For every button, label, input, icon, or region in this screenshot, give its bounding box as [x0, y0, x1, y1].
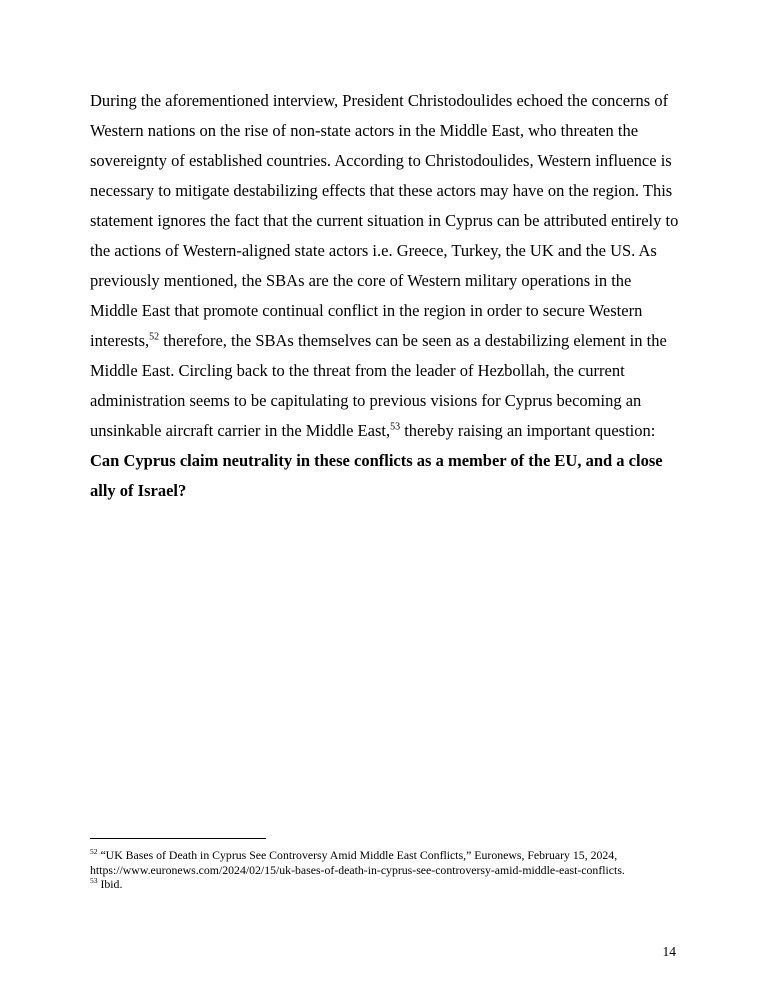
footnote-52: $^{52}$ “UK Bases of Death in Cyprus See Controversy Amid Middle East Conflicts,” Euronews, February 15, 2024, https://www.euronews.com/2024/02/15/uk-bases-of-death-in-cyprus-see-controversy-amid-middle-east-conflicts. [90, 847, 625, 877]
body-paragraph: During the aforementioned interview, President Christodoulides echoed the concerns of Western nations on the rise of non-state actors in the Middle East, who threaten the sovereignty of established countries. According to Christodoulides, Western influence is necessary to mitigate destabilizing effects that these actors may have on the region. This statement ignores the fact that the current situation in Cyprus can be attributed entirely to the actions of Western-aligned state actors i.e. Greece, Turkey, the UK and the US. As previously mentioned, the SBAs are the core of Western military operations in the Middle East that promote continual conflict in the region in order to secure Western interests,$^{52}$ therefore, the SBAs themselves can be seen as a destabilizing element in the Middle East. Circling back to the threat from the leader of Hezbollah, the current administration seems to be capitulating to previous visions for Cyprus becoming an unsinkable aircraft carrier in the Middle East,$^{53}$ thereby raising an important question: Can Cyprus claim neutrality in these conflicts as a member of the EU, and a close ally of Israel? [90, 91, 679, 500]
footnote-area [90, 838, 678, 892]
footnote-separator [90, 838, 266, 839]
page-number: 14 [662, 944, 676, 959]
footnote-53: $^{53}$ Ibid. [90, 876, 123, 891]
